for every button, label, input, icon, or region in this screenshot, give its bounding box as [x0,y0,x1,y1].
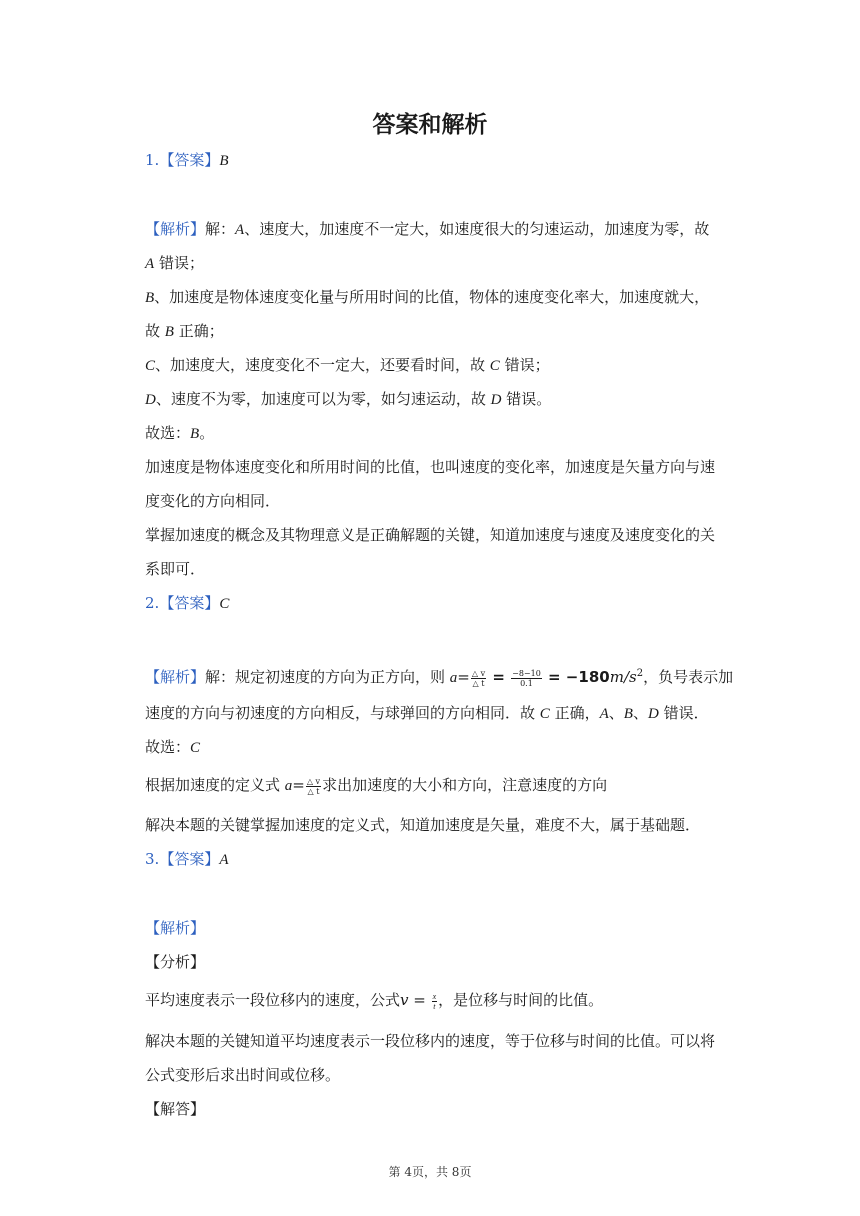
fraction-denominator: △ t [472,678,485,688]
q1-note1-line2: 度变化的方向相同． [145,492,281,510]
math-var: a [284,778,293,794]
text: 错误． [658,704,709,722]
q2-number: 2. [145,594,160,612]
text: 速度的方向与初速度的方向相反，与球弹回的方向相同．故 [145,704,540,722]
q1-answer: B [219,153,229,169]
text: = [292,776,305,794]
q3-answer: A [219,852,229,868]
unit: / [623,668,629,686]
fraction-numerator: x [432,991,437,1001]
unit: s [629,668,637,686]
q1-analysis-line3 [145,287,725,308]
q3-number: 3. [145,850,160,868]
text: ，是位移与时间的比值。 [438,991,604,1009]
q2-answer-line [145,593,725,614]
fraction [306,777,321,796]
unit: m [609,668,624,686]
q3-line1 [145,990,725,1011]
q1-note2-line1: 掌握加速度的概念及其物理意义是正确解题的关键，知道加速度与速度及速度变化的关 [145,526,716,544]
text: 、速度不为零，加速度可以为零，如匀速运动，故 [155,390,491,408]
q1-number: 1. [145,151,160,169]
q3-answer-line [145,849,725,870]
option-letter: D [145,392,156,408]
text: 、加速度大，速度变化不一定大，还要看时间，故 [155,356,490,374]
math-var: v [400,991,409,1009]
text: 平均速度表示一段位移内的速度，公式 [145,991,401,1009]
q3-answer-tag: 【答案】 [159,850,220,868]
math-value: = −180 [542,668,610,686]
page-title: 答案和解析 [372,112,488,138]
text: 根据加速度的定义式 [145,776,285,794]
text: 错误； [499,356,550,374]
fraction [432,992,438,1011]
fraction [511,669,542,688]
q1-note1-line1: 加速度是物体速度变化和所用时间的比值，也叫速度的变化率，加速度是矢量方向与速 [145,458,716,476]
option-letter: B [164,324,174,340]
q2-note2-line: 解决本题的关键掌握加速度的定义式，知道加速度是矢量，难度不大，属于基础题． [145,816,701,834]
text: 、 [608,704,624,722]
fraction-denominator: △ t [307,786,320,796]
q2-analysis-line2 [145,703,725,724]
q3-analysis-tag [145,918,725,938]
q1-answer-line [145,150,725,171]
fraction [471,669,486,688]
q3-line3: 公式变形后求出时间或位移。 [145,1066,341,1084]
choice-answer: B [190,426,200,442]
q1-analysis-line4 [145,321,725,342]
option-letter: B [145,290,155,306]
option-letter: D [647,706,659,722]
q2-analysis-line1 [145,664,734,688]
fraction-denominator: 0.1 [520,678,533,688]
text: 、速度大，加速度不一定大，如速度很大的匀速运动，加速度为零，故 [244,220,710,238]
text: 故选： [145,738,191,756]
q1-answer-tag: 【答案】 [159,151,220,169]
option-letter: C [489,358,500,374]
analysis-tag: 【解析】 [145,919,206,937]
page-footer: 第 4页，共 8页 [388,1165,472,1179]
text: 错误。 [501,390,552,408]
q2-analysis-tag: 【解析】 [145,668,206,686]
option-letter: A [235,222,245,238]
q2-choice-line [145,737,725,758]
q3-fenxi-tag: 【分析】 [145,953,206,971]
q2-note1-line [145,775,725,796]
q3-jieda-tag: 【解答】 [145,1100,206,1118]
option-letter: A [145,256,155,272]
option-letter: C [145,358,156,374]
q2-answer: C [219,596,230,612]
text: 故 [145,322,165,340]
text: 求出加速度的大小和方向，注意速度的方向 [322,776,608,794]
q1-choice-line [145,423,725,444]
fraction-denominator: t [433,1001,436,1011]
text: 故选： [145,424,191,442]
q1-analysis-line5 [145,355,725,376]
math-op: = [487,668,511,686]
q1-analysis-tag: 【解析】 [145,220,206,238]
option-letter: C [539,706,550,722]
text: = [408,991,431,1009]
math-var: a [449,670,458,686]
text: 解： [205,220,236,238]
option-letter: D [490,392,502,408]
q2-answer-tag: 【答案】 [159,594,220,612]
text: 正确； [173,322,224,340]
option-letter: B [623,706,633,722]
q3-line2: 解决本题的关键知道平均速度表示一段位移内的速度，等于位移与时间的比值。可以将 [145,1032,716,1050]
text: 、加速度是物体速度变化量与所用时间的比值，物体的速度变化率大，加速度就大， [154,288,710,306]
text: 正确， [549,704,600,722]
fraction-numerator: △ v [306,776,321,786]
q1-note2-line2: 系即可． [145,560,206,578]
text: 、 [632,704,648,722]
text: 错误； [154,254,204,272]
unit-exponent: 2 [636,668,644,679]
q1-analysis-line2 [145,253,725,274]
q1-analysis-line1 [145,219,725,240]
fraction-numerator: −8−10 [512,668,541,678]
q1-analysis-line6 [145,389,725,410]
option-letter: A [599,706,609,722]
text: = [457,668,470,686]
choice-answer: C [190,740,201,756]
text: 解：规定初速度的方向为正方向，则 [205,668,450,686]
text: 。 [199,424,215,442]
fraction-numerator: △ v [471,668,486,678]
text: ，负号表示加 [643,668,734,686]
